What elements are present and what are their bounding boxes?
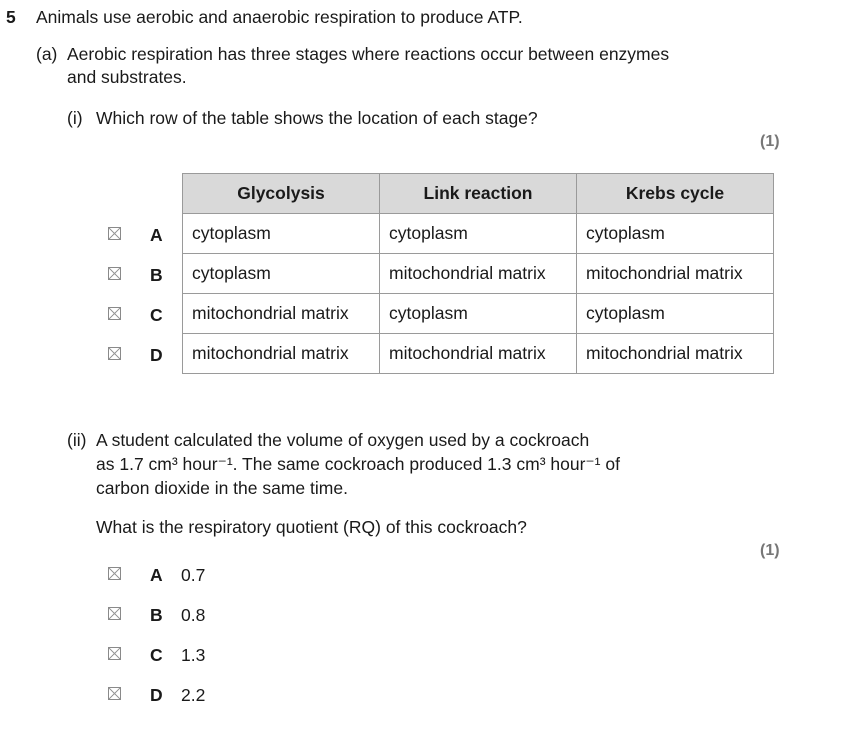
part-i-question: Which row of the table shows the location of each stage?: [96, 108, 538, 128]
table-row: [183, 254, 774, 294]
table-row: [183, 334, 774, 374]
rq-option-d-value: 2.2: [181, 685, 206, 705]
rq-option-d-letter: D: [150, 685, 163, 705]
table-header-row: [183, 174, 774, 214]
table-cell: mitochondrial matrix: [380, 254, 577, 294]
part-ii-line3: carbon dioxide in the same time.: [96, 478, 348, 498]
rq-option-a-letter: A: [150, 565, 163, 585]
part-i-marks: (1): [760, 133, 780, 150]
table-cell: cytoplasm: [577, 294, 774, 334]
table-cell: cytoplasm: [380, 214, 577, 254]
table-cell: cytoplasm: [577, 214, 774, 254]
part-a-text-line2: and substrates.: [67, 67, 187, 87]
stage-location-table: [182, 173, 774, 374]
header-krebs-cycle: Krebs cycle: [577, 174, 774, 214]
option-b-letter: B: [150, 265, 163, 285]
option-d-letter: D: [150, 345, 163, 365]
table-row: [183, 294, 774, 334]
option-a-letter: A: [150, 225, 163, 245]
rq-option-c-letter: C: [150, 645, 163, 665]
rq-option-b-letter: B: [150, 605, 163, 625]
table-cell: mitochondrial matrix: [577, 334, 774, 374]
table-row: [183, 214, 774, 254]
option-a-checkbox[interactable]: [108, 227, 121, 240]
table-cell: cytoplasm: [183, 214, 380, 254]
option-c-letter: C: [150, 305, 163, 325]
question-number: 5: [6, 7, 16, 27]
rq-option-a-checkbox[interactable]: [108, 567, 121, 580]
part-ii-line1: A student calculated the volume of oxygen used by a cockroach: [96, 430, 590, 450]
rq-option-a-value: 0.7: [181, 565, 206, 585]
option-b-checkbox[interactable]: [108, 267, 121, 280]
option-c-checkbox[interactable]: [108, 307, 121, 320]
rq-option-b-value: 0.8: [181, 605, 206, 625]
header-glycolysis: Glycolysis: [183, 174, 380, 214]
option-d-checkbox[interactable]: [108, 347, 121, 360]
part-ii-marks: (1): [760, 542, 780, 559]
table-cell: mitochondrial matrix: [380, 334, 577, 374]
header-link-reaction: Link reaction: [380, 174, 577, 214]
part-a-text-line1: Aerobic respiration has three stages where reactions occur between enzymes: [67, 44, 670, 64]
part-ii-line2: as 1.7 cm³ hour⁻¹. The same cockroach produced 1.3 cm³ hour⁻¹ of: [96, 454, 620, 474]
table-cell: mitochondrial matrix: [183, 294, 380, 334]
question-intro: Animals use aerobic and anaerobic respiration to produce ATP.: [36, 7, 523, 27]
part-ii-label: (ii): [67, 430, 87, 450]
rq-option-c-checkbox[interactable]: [108, 647, 121, 660]
part-i-label: (i): [67, 108, 83, 128]
rq-option-d-checkbox[interactable]: [108, 687, 121, 700]
table-cell: cytoplasm: [183, 254, 380, 294]
table-cell: mitochondrial matrix: [183, 334, 380, 374]
part-a-label: (a): [36, 44, 58, 64]
part-ii-question: What is the respiratory quotient (RQ) of this cockroach?: [96, 517, 527, 537]
table-cell: cytoplasm: [380, 294, 577, 334]
table-cell: mitochondrial matrix: [577, 254, 774, 294]
rq-option-c-value: 1.3: [181, 645, 206, 665]
rq-option-b-checkbox[interactable]: [108, 607, 121, 620]
